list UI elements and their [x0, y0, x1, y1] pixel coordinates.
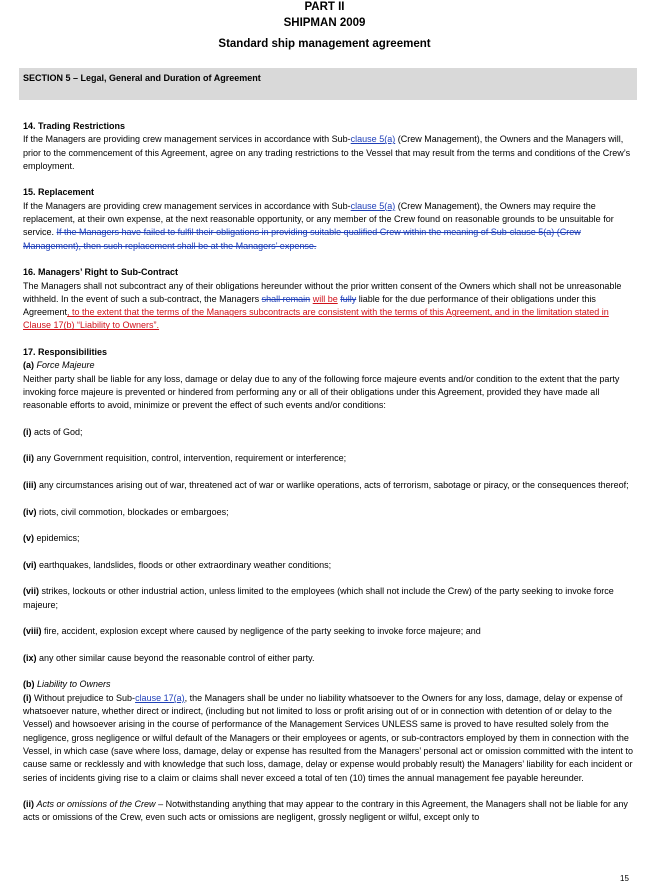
item-text: strikes, lockouts or other industrial action, unless limited to the employees (which shall not include the Crew) of the party seeking to invoke force majeure;: [23, 586, 614, 610]
clause-15-text-b: (Crew Management), the Owners may require the replacement, at their own expense, at the next reasonable opportunity, or any member of the Crew found on reasonable grounds to be unsuitable for service.: [23, 200, 614, 238]
clause-16-text-c: liable for the due performance of their obligations under this Agreement: [23, 293, 596, 318]
item-number: (iii): [23, 480, 37, 491]
clause-17b-title: Liability to Owners: [37, 679, 111, 690]
force-majeure-item: [23, 559, 635, 572]
item-number: (ix): [23, 652, 37, 663]
clause-16-text-b: , the Managers: [199, 293, 262, 304]
clause-16-text-a: The Managers shall not subcontract any of their obligations hereunder without the prior written consent of the Owners which shall not be unreasonable withheld. In the event of such a sub-contract: [23, 280, 622, 304]
force-majeure-item: [23, 625, 635, 638]
force-majeure-item: [23, 506, 635, 519]
item-text: any circumstances arising out of war, threatened act of war or warlike operations, acts of terrorism, sabotage or piracy, or the consequences thereof;: [36, 480, 629, 491]
item-text: fire, accident, explosion except where caused by negligence of the party seeking to invoke force majeure; and: [41, 626, 481, 637]
item-text: any other similar cause beyond the reasonable control of either party.: [36, 652, 315, 663]
clause-16-inserted-2: , to the extent that the terms of the Managers subcontracts are consistent with the terms of this Agreement, and in the limitation stated in Clause 17(b) “Liability to Owners”.: [23, 307, 609, 331]
page-number: 15: [620, 874, 629, 883]
clause-14-text-b: (Crew Management), the Owners and the Managers will, prior to the commencement of this Agreement, agree on any trading restrictions to the Vessel that may result from the terms and conditions of the Crew’s employment.: [23, 134, 631, 171]
item-text: earthquakes, landslides, floods or other extraordinary weather conditions;: [36, 559, 332, 570]
clause-15-heading: 15. Replacement: [23, 187, 95, 198]
clause-14-link[interactable]: clause 5(a): [350, 134, 396, 145]
force-majeure-item: [23, 652, 635, 665]
clause-14-heading: 14. Trading Restrictions: [23, 121, 126, 131]
clause-17b-i-text-b: , the Managers shall be under no liability whatsoever to the Owners for any loss, damage, delay or expense of whatsoever nature, whether direct or indirect, (including but not limited to loss or profit arising out of or in connection with detention of or delay to the Vessel) and howsoever arising in the course of performance of the Management Services UNLESS same is proved to have resulted solely from the negligence, gross negligence or wilful default of the Managers or their employees or agents, or sub-contractors employed by them in connection with the Vessel, in which case (save where loss, damage, delay or expense has resulted from the Managers’ personal act or omission committed with the intent to cause same or recklessly and with knowledge that such loss, damage, delay or expense would probably result) the Managers’ liability for each incident or series of incidents giving rise to a claim or claims shall never exceed a total of ten (10) times the annual management fee payable hereunder.: [23, 692, 633, 783]
clause-15-link[interactable]: clause 5(a): [350, 200, 396, 211]
item-number: (vi): [23, 559, 37, 570]
item-text: riots, civil commotion, blockades or embargoes;: [36, 506, 229, 517]
form-name: SHIPMAN 2009: [283, 17, 366, 29]
force-majeure-item: [23, 585, 635, 612]
part-heading: PART II: [304, 1, 345, 13]
force-majeure-item: [23, 532, 635, 545]
item-number: (ii): [23, 799, 34, 810]
clause-17b-i-text-a: Without prejudice to Sub-: [31, 692, 136, 703]
clause-15-text: [23, 200, 635, 253]
clause-16-heading: 16. Managers’ Right to Sub-Contract: [23, 267, 179, 278]
clause-16-text: [23, 280, 635, 333]
clause-15-text-a: If the Managers are providing crew management services in accordance with Sub-: [23, 200, 351, 211]
clause-15-deleted-text: If the Managers have failed to fulfil their obligations in providing suitable qualified Crew within the meaning of Sub-clause 5(a) (Crew Management), then such replacement shall be at the Managers’ expense.: [23, 227, 581, 251]
item-number: (iv): [23, 506, 37, 517]
clause-14-text: [23, 133, 635, 173]
clause-17a-text: Neither party shall be liable for any loss, damage or delay due to any of the following force majeure events and/or condition to the extent that the party invoking force majeure is prevented or hindered from performing any or all of their obligations under this Agreement, provided they have made all reasonable efforts to avoid, minimize or prevent the effect of such events and/or conditions:: [23, 373, 620, 411]
clause-17b-ii-text: [23, 798, 635, 825]
clause-17b-i-text: [23, 692, 635, 785]
clause-16-deleted-2: fully: [340, 293, 357, 304]
clause-14-text-a: If the Managers are providing crew management services in accordance with Sub-: [23, 134, 351, 145]
item-number: (viii): [23, 626, 42, 637]
item-text: acts of God;: [31, 426, 83, 437]
item-number: (v): [23, 533, 34, 544]
clause-17a-link[interactable]: clause 17(a): [135, 692, 185, 703]
clause-17b-heading: [23, 678, 635, 691]
force-majeure-item: [23, 452, 635, 465]
section-bar: [19, 68, 637, 100]
item-text: any Government requisition, control, intervention, requirement or interference;: [34, 453, 347, 464]
item-number: (i): [23, 692, 32, 703]
clause-17a-title: Force Majeure: [36, 360, 95, 371]
force-majeure-item: [23, 426, 635, 439]
clause-16-deleted-1: shall remain: [261, 293, 311, 304]
clause-17-heading: 17. Responsibilities: [23, 347, 108, 358]
clause-17a-label: (a): [23, 360, 37, 371]
document-title: Standard ship management agreement: [218, 38, 431, 50]
item-number: (i): [23, 426, 32, 437]
item-number: (ii): [23, 453, 34, 464]
clause-17b-ii-body: – Notwithstanding anything that may appear to the contrary in this Agreement, the Managers shall not be liable for any acts or omissions of the Crew, even such acts or omissions are negligent, grossly negligent or wilful, except only to: [23, 799, 628, 823]
item-text: epidemics;: [34, 533, 80, 544]
document-body: [23, 120, 635, 825]
section-title: SECTION 5 – Legal, General and Duration of Agreement: [23, 73, 261, 83]
clause-17b-ii-title: Acts or omissions of the Crew: [36, 799, 156, 810]
clause-17b-label: (b): [23, 679, 37, 690]
clause-16-inserted-1: will be: [312, 293, 338, 304]
clause-17a-heading: [23, 359, 635, 372]
force-majeure-item: [23, 479, 635, 492]
item-number: (vii): [23, 586, 40, 597]
